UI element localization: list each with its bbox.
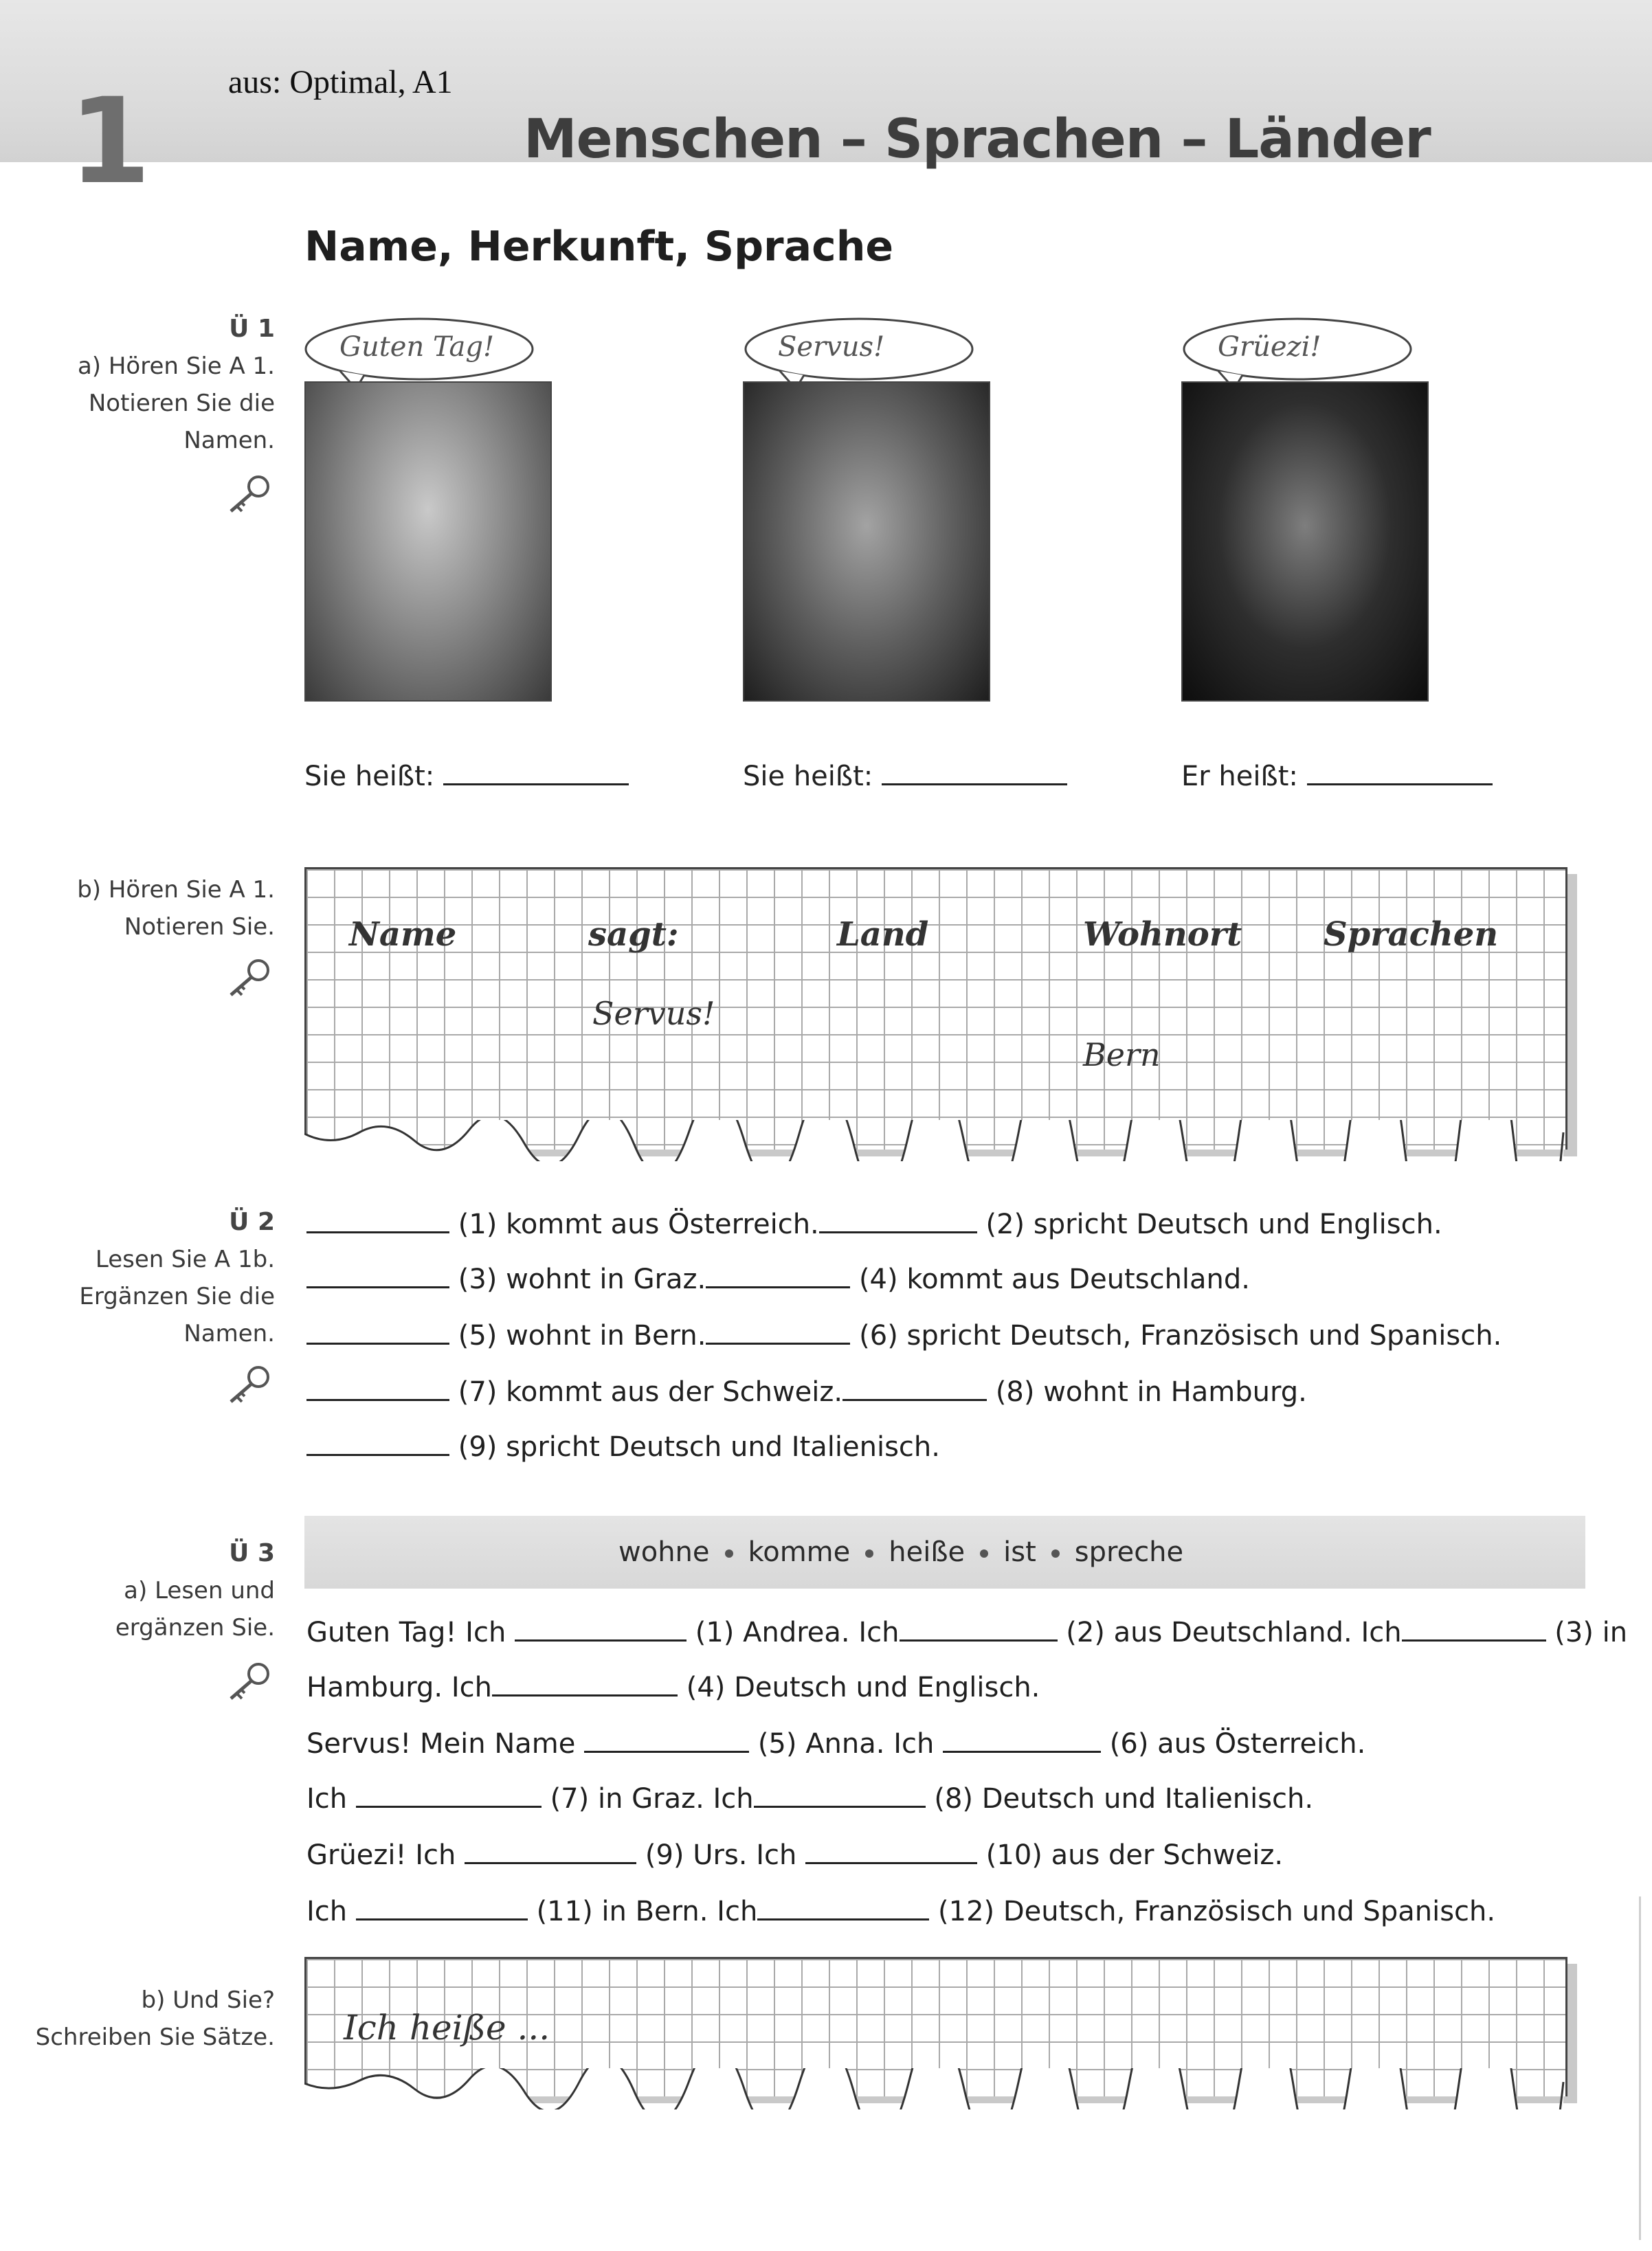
u3-a-line-2: ergänzen Sie. [115,1614,275,1642]
word-bank-item: heiße [889,1536,965,1568]
u2-blank-3[interactable] [306,1262,449,1288]
torn-edge [304,2068,1576,2109]
u3-text: (4) Deutsch und Englisch. [686,1672,1040,1703]
u3-blank-11[interactable] [356,1894,528,1920]
u3-blank-7[interactable] [356,1781,542,1808]
name-answer-2[interactable] [882,759,1067,785]
name-prompt-3 [1181,759,1493,792]
u3-row-5 [306,1837,1283,1871]
u3-blank-2[interactable] [900,1615,1058,1642]
table-header-sprachen: Sprachen [1324,915,1499,954]
u3-b-line-2: Schreiben Sie Sätze. [35,2024,275,2051]
key-icon [225,1365,274,1406]
u2-line-3: Namen. [183,1320,275,1347]
word-bank-item: ist [1003,1536,1036,1568]
u2-row-2 [306,1262,1250,1295]
name-answer-1[interactable] [443,759,629,785]
u2-blank-5[interactable] [306,1318,449,1345]
torn-edge [304,1120,1576,1161]
chapter-title: Menschen – Sprachen – Länder [524,109,1431,170]
photo-woman-1 [304,381,552,702]
u3-text: (1) Andrea. Ich [695,1617,900,1648]
bullet-dot [1051,1549,1060,1558]
u2-label: Ü 2 [229,1208,275,1236]
u3-a-line-1: a) Lesen und [124,1577,275,1604]
table-header-name: Name [349,915,457,954]
u2-instruction [79,1204,275,1352]
u2-line-2: Ergänzen Sie die [79,1283,275,1310]
u3-text: (2) aus Deutschland. Ich [1066,1617,1402,1648]
bullet-dot [980,1549,988,1558]
u3-row-6 [306,1894,1495,1927]
u3-text: (3) in [1554,1617,1628,1648]
table-header-land: Land [837,915,929,954]
u3-row-2 [306,1670,1040,1703]
u2-blank-7[interactable] [306,1374,449,1401]
key-icon [225,1661,274,1703]
u1-instruction-b [77,871,275,945]
table-header-wohnort: Wohnort [1083,915,1242,954]
name-prompt-2 [743,759,1067,792]
u2-row-4 [306,1374,1307,1408]
u3-text: Grüezi! Ich [306,1839,456,1871]
u3-blank-9[interactable] [465,1837,636,1864]
u3-label: Ü 3 [229,1539,275,1567]
word-bank-item: spreche [1074,1536,1184,1568]
u3-text: Servus! Mein Name [306,1728,576,1760]
u3-text: (6) aus Österreich. [1109,1728,1366,1760]
word-bank-item: komme [748,1536,851,1568]
u2-blank-1[interactable] [306,1207,449,1233]
u2-blank-2[interactable] [819,1207,977,1233]
u1-instruction-a [78,311,275,459]
u3-b-line-1: b) Und Sie? [141,1986,275,2014]
chapter-number: 1 [69,72,151,210]
name-answer-3[interactable] [1307,759,1493,785]
u2-text-3: (3) wohnt in Graz. [458,1264,706,1295]
table-example-city: Bern [1083,1036,1161,1073]
bullet-dot [725,1549,733,1558]
u1-b-line-2: Notieren Sie. [124,913,275,941]
key-icon [225,474,274,515]
u3-text: Hamburg. Ich [306,1672,492,1703]
u3-blank-8[interactable] [754,1781,926,1808]
u3-b-example: Ich heiße ... [344,2008,550,2048]
u3-blank-1[interactable] [515,1615,687,1642]
page-edge-shadow [1639,1896,1641,2240]
u3-instruction-a [115,1535,275,1646]
bubble-text-3: Grüezi! [1218,331,1321,363]
u3-text: (12) Deutsch, Französisch und Spanisch. [938,1896,1496,1927]
u2-text-7: (7) kommt aus der Schweiz. [458,1376,843,1408]
u3-text: Guten Tag! Ich [306,1617,506,1648]
u2-text-8: (8) wohnt in Hamburg. [995,1376,1307,1408]
u1-b-table-grid[interactable] [304,867,1567,1150]
u2-text-1: (1) kommt aus Österreich. [458,1209,819,1240]
u3-text: (9) Urs. Ich [645,1839,797,1871]
u3-text: Ich [306,1783,348,1815]
u3-blank-3[interactable] [1402,1615,1546,1642]
u3-row-3 [306,1726,1365,1760]
source-note: aus: Optimal, A1 [228,64,453,100]
table-example-greeting: Servus! [592,995,715,1032]
u2-blank-4[interactable] [706,1262,850,1288]
u1-a-line-2: Notieren Sie die [88,390,275,417]
u2-text-5: (5) wohnt in Bern. [458,1320,706,1352]
bubble-text-2: Servus! [778,331,885,363]
u3-text: (8) Deutsch und Italienisch. [934,1783,1314,1815]
u3-text: (5) Anna. Ich [757,1728,935,1760]
u1-label: Ü 1 [229,315,275,343]
u3-text: (11) in Bern. Ich [536,1896,758,1927]
photo-woman-2 [743,381,990,702]
u1-a-line-1: a) Hören Sie A 1. [77,352,275,380]
u2-row-5 [306,1429,940,1463]
u3-instruction-b [36,1982,275,2056]
section-title: Name, Herkunft, Sprache [304,223,894,271]
u2-blank-9[interactable] [306,1429,449,1456]
name-prompt-1-label: Sie heißt: [304,761,435,792]
u2-blank-8[interactable] [842,1374,987,1401]
u1-b-line-1: b) Hören Sie A 1. [77,876,275,904]
u3-row-1 [306,1615,1627,1648]
u2-text-6: (6) spricht Deutsch, Französisch und Spanisch. [859,1320,1502,1352]
u1-a-line-3: Namen. [183,427,275,454]
u3-text: Ich [306,1896,348,1927]
u2-text-4: (4) kommt aus Deutschland. [858,1264,1250,1295]
u2-row-3 [306,1318,1502,1352]
u3-blank-12[interactable] [757,1894,929,1920]
u3-blank-10[interactable] [805,1837,977,1864]
word-bank-item: wohne [618,1536,710,1568]
bubble-text-1: Guten Tag! [339,331,495,363]
u2-line-1: Lesen Sie A 1b. [95,1246,275,1273]
name-prompt-1 [304,759,629,792]
u3-blank-6[interactable] [943,1726,1101,1753]
word-bank-words [618,1536,1183,1568]
u3-text: (7) in Graz. Ich [550,1783,754,1815]
photo-man [1181,381,1429,702]
name-prompt-3-label: Er heißt: [1181,761,1298,792]
name-prompt-2-label: Sie heißt: [743,761,873,792]
table-header-sagt: sagt: [588,915,679,954]
key-icon [225,958,274,999]
u2-row-1 [306,1207,1442,1240]
u3-text: (10) aus der Schweiz. [985,1839,1284,1871]
bullet-dot [865,1549,873,1558]
u3-blank-5[interactable] [584,1726,749,1753]
u3-blank-4[interactable] [492,1670,678,1696]
u2-text-2: (2) spricht Deutsch und Englisch. [985,1209,1442,1240]
u2-text-9: (9) spricht Deutsch und Italienisch. [458,1431,940,1463]
u2-blank-6[interactable] [706,1318,850,1345]
u3-row-4 [306,1781,1313,1815]
